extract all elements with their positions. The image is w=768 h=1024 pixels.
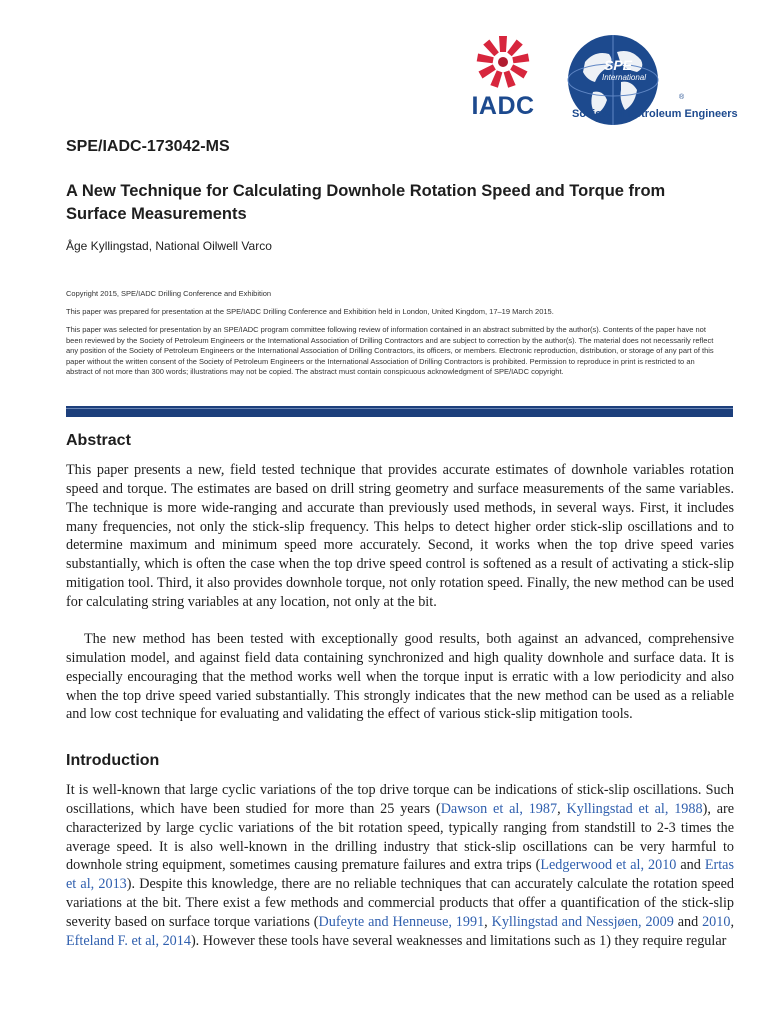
intro-text: ,	[484, 913, 492, 930]
introduction-heading: Introduction	[66, 752, 160, 769]
intro-text: ). However these tools have several weaknesses and limitations such as 1) they require regular	[190, 932, 727, 949]
intro-text: It is well-known that large cyclic variations of the top drive torque can be indications of stick-slip oscillations. Such oscillations, which have been studied for more than 25 years (	[66, 782, 734, 817]
paper-authors: Åge Kyllingstad, National Oilwell Varco	[66, 239, 272, 253]
intro-text: ), are characterized by large cyclic variations of the bit rotation speed, typically ranging from standstill to 2-3 times the average speed. It is also well-known in the drilling industry that stick-slip oscillations can be very harmful to downhole string equipment, sometimes causing premature failures and extra trips (	[66, 800, 735, 874]
iadc-logo-text: IADC	[471, 92, 535, 120]
intro-text: ). Despite this knowledge, there are no reliable techniques that can accurately calculate the rotation speed variations at the bit. There exist a few methods and commercial products that offer a quantification of the stick-slip severity based on surface torque variations (	[66, 876, 734, 930]
registered-mark: ®	[679, 94, 685, 101]
citation-link[interactable]: Kyllingstad and Nessjøen, 2009	[491, 913, 674, 930]
presentation-notice: This paper was prepared for presentation at the SPE/IADC Drilling Conference and Exhibition held in London, United Kingdom, 17–19 March 2015.	[66, 307, 554, 316]
spe-logo-text: SPE	[604, 57, 633, 73]
copyright-notice: Copyright 2015, SPE/IADC Drilling Conference and Exhibition	[66, 289, 272, 298]
citation-link[interactable]: 2010	[702, 913, 731, 930]
abstract-heading: Abstract	[66, 432, 131, 449]
intro-text: and	[673, 913, 703, 930]
iadc-emblem-icon	[468, 34, 538, 92]
selection-notice: This paper was selected for presentation by an SPE/IADC program committee following review of information contained in an abstract submitted by the author(s). Contents of the paper have not been reviewed by the Society of Petroleum Engineers or the International Association of Drilling Contractors and are subject to correction by the author(s). The material does not necessarily reflect any position of the Society of Petroleum Engineers or the International Association of Drilling Contractors, its officers, or members. Electronic reproduction, distribution, or storage of any part of this paper without the written consent of the Society of Petroleum Engineers or the International Association of Drilling Contractors is prohibited. Permission to reproduce in print is restricted to an abstract of not more than 300 words; illustrations may not be copied. The abstract must contain conspicuous acknowledgment of SPE/IADC copyright.	[66, 325, 714, 377]
intro-text: ,	[557, 800, 567, 817]
citation-link[interactable]: Kyllingstad et al, 1988	[566, 800, 703, 817]
spe-international-text: International	[602, 73, 647, 82]
introduction-paragraph	[66, 781, 734, 951]
section-divider	[66, 406, 733, 417]
intro-text: and	[676, 857, 705, 874]
citation-link[interactable]: Dufeyte and Henneuse, 1991	[318, 913, 485, 930]
citation-link[interactable]: Dawson et al, 1987	[440, 800, 558, 817]
citation-link[interactable]: Ledgerwood et al, 2010	[540, 857, 677, 874]
paper-id: SPE/IADC-173042-MS	[66, 138, 230, 155]
iadc-logo	[468, 34, 538, 124]
paper-title: A New Technique for Calculating Downhole Rotation Speed and Torque from Surface Measurements	[66, 182, 666, 223]
abstract-paragraph-2: The new method has been tested with exceptionally good results, both against an advanced, comprehensive simulation model, and against field data containing synchronized and high quality downhole and surface data. It is especially encouraging that the method works well when the torque input is erratic with a low periodicity and also when the top drive speed varied substantially. This strongly indicates that the new method can be used as a reliable and low cost technique for evaluating and validating the effect of various stick-slip mitigation tools.	[66, 631, 734, 723]
citation-link[interactable]: Efteland F. et al, 2014	[66, 932, 191, 949]
spe-society-name: Society of Petroleum Engineers	[572, 108, 738, 120]
citation-link[interactable]: Ertas et al, 2013	[66, 857, 734, 893]
intro-text: ,	[730, 913, 734, 930]
spe-logo	[560, 32, 738, 124]
abstract-paragraph-1: This paper presents a new, field tested technique that provides accurate estimates of downhole variables rotation speed and torque. The estimates are based on drill string geometry and surface measurements of the same variables. The technique is more wide-ranging and accurate than previously used methods, in several ways. First, it includes many frequencies, not only the stick-slip frequency. This helps to detect higher order stick-slip oscillations and to determine maximum and minimum speed more accurately. Second, it works when the top drive speed varies substantially, which is often the case when the top drive speed control is softened as a result of activating a stick-slip mitigation tool. Third, it also provides downhole torque, not only rotation speed. Finally, the new method can be used for calculating string variables at any location, not only at the bit.	[66, 462, 734, 610]
